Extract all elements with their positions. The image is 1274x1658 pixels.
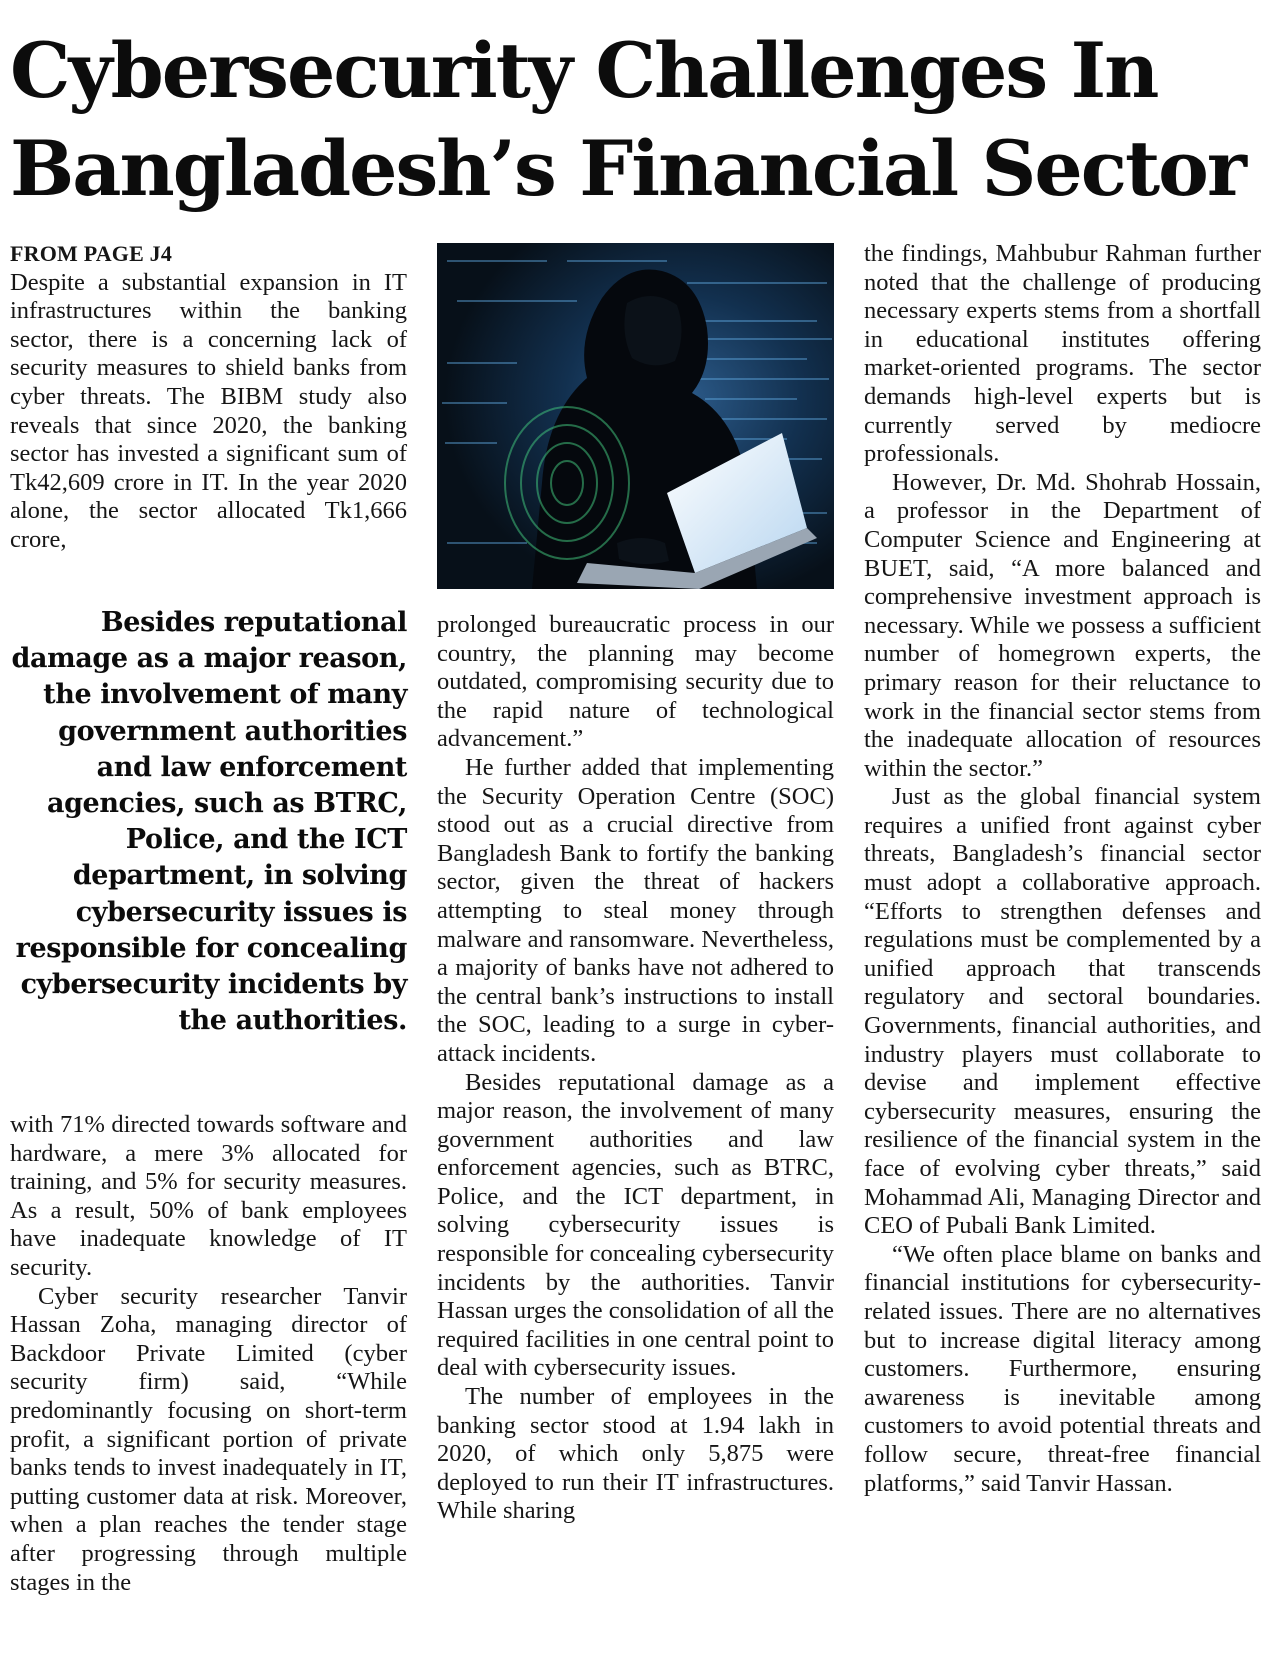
paragraph: Just as the global financial system requires a unified front against cyber threats, Bangladesh’s financial sector must adopt a collaborative approach. “Efforts to strengthen defenses and regulations must be complemented by a unified approach that transcends regulatory and sectoral boundaries. Governments, financial authorities, and industry players must collaborate to devise and implement effective cybersecurity measures, ensuring the resilience of the financial system in the face of evolving cyber threats,” said Mohammad Ali, Managing Director and CEO of Pubali Bank Limited.	[864, 783, 1261, 1240]
paragraph: He further added that implementing the Security Operation Centre (SOC) stood out as a crucial directive from Bangladesh Bank to fortify the banking sector, given the threat of hackers attempting to steal money through malware and ransomware. Nevertheless, a majority of banks have not adhered to the central bank’s instructions to install the SOC, leading to a surge in cyber-attack incidents.	[437, 753, 834, 1067]
column-2	[437, 611, 834, 1526]
pull-quote: Besides reputational damage as a major reason, the involvement of many government authorities and law enforcement agencies, such as BTRC, Police, and the ICT department, in solving cybersecurity issues is responsible for concealing cybersecurity incidents by the authorities.	[11, 607, 407, 1037]
paragraph: Cyber security researcher Tanvir Hassan Zoha, managing director of Backdoor Private Limited (cyber security firm) said, “While predominantly focusing on short-term profit, a significant portion of private banks tends to invest inadequately in IT, putting customer data at risk. Moreover, when a plan reaches the tender stage after progressing through multiple stages in the	[10, 1282, 407, 1596]
paragraph: the findings, Mahbubur Rahman further noted that the challenge of producing necessary experts stems from a shortfall in educational institutes offering market-oriented programs. The sector demands high-level experts but is currently served by mediocre professionals.	[864, 240, 1261, 468]
paragraph: with 71% directed towards software and hardware, a mere 3% allocated for training, and 5% for security measures. As a result, 50% of bank employees have inadequate knowledge of IT security.	[10, 1111, 407, 1281]
column-1-top	[10, 240, 407, 555]
hacker-photo	[437, 243, 834, 589]
paragraph: The number of employees in the banking sector stood at 1.94 lakh in 2020, of which only 5,875 were deployed to run their IT infrastructures. While sharing	[437, 1383, 834, 1525]
paragraph: prolonged bureaucratic process in our country, the planning may become outdated, compromising security due to the rapid nature of technological advancement.”	[437, 611, 834, 753]
column-1-bottom	[10, 1111, 407, 1597]
kicker: FROM PAGE J4	[10, 241, 173, 266]
paragraph: Besides reputational damage as a major reason, the involvement of many government authorities and law enforcement agencies, such as BTRC, Police, and the ICT department, in solving cybersecurity issues is responsible for concealing cybersecurity incidents by the authorities. Tanvir Hassan urges the consolidation of all the required facilities in one central point to deal with cybersecurity issues.	[437, 1068, 834, 1382]
paragraph: However, Dr. Md. Shohrab Hossain, a professor in the Department of Computer Science and Engineering at BUET, said, “A more balanced and comprehensive investment approach is necessary. While we possess a sufficient number of homegrown experts, the primary reason for their reluctance to work in the financial sector stems from the inadequate allocation of resources within the sector.”	[864, 468, 1261, 782]
column-3	[864, 240, 1261, 1498]
paragraph: Despite a substantial expansion in IT infrastructures within the banking sector, there is a concerning lack of security measures to shield banks from cyber threats. The BIBM study also reveals that since 2020, the banking sector has invested a significant sum of Tk42,609 crore in IT. In the year 2020 alone, the sector allocated Tk1,666 crore,	[10, 268, 407, 553]
headline: Cybersecurity Challenges In Bangladesh’s Financial Sector	[10, 26, 1245, 213]
paragraph: “We often place blame on banks and financial institutions for cybersecurity-related issues. There are no alternatives but to increase digital literacy among customers. Furthermore, ensuring awareness is inevitable among customers to avoid potential threats and follow secure, threat-free financial platforms,” said Tanvir Hassan.	[864, 1240, 1261, 1497]
hooded-hacker-illustration	[437, 243, 834, 589]
